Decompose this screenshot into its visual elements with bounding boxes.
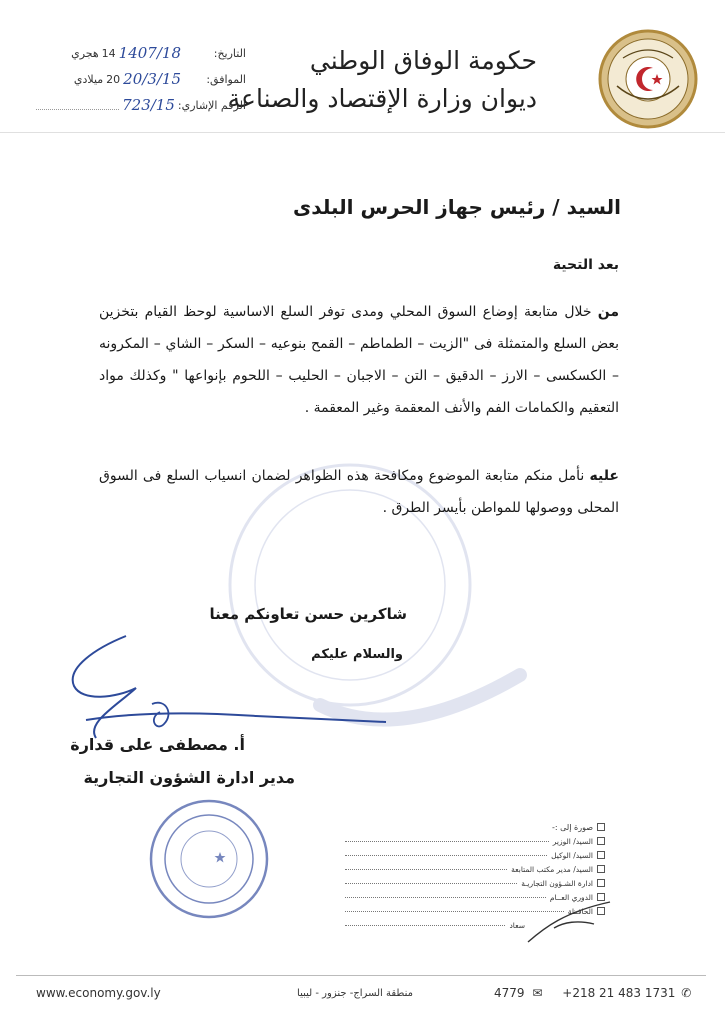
checkbox-icon [597, 865, 605, 873]
greeting: بعد التحية [552, 257, 619, 273]
checkbox-icon [597, 851, 605, 859]
list-item [345, 876, 605, 890]
dotted-line [345, 924, 505, 926]
dotted-line [345, 868, 507, 870]
reference-dotted-line [36, 108, 119, 110]
paragraph-2 [99, 460, 619, 524]
official-stamp [144, 796, 274, 922]
paragraph-1-body: خلال متابعة إوضاع السوق المحلي ومدى توفر السلع الاساسية لوحظ القيام بتخزين بعض السلع والمتمثلة فى "الزيت – الطماطم – القمح بنوعيه – السكر – الشاي – المكرونه – الكسكسى – الارز – الدقيق – التن – الاجبان – الحليب – اللحوم بإنواعها " وكذلك مواد التعقيم والكمامات الفم والأنف المعقمة وغير المعقمة . [99, 304, 619, 416]
addressee: السيد / رئيس جهاز الحرس البلدى [292, 195, 621, 219]
list-item [345, 862, 605, 876]
header-divider [0, 132, 725, 133]
date-hijri-label: التاريخ: [213, 46, 246, 60]
pobox-number: 4779 [494, 986, 525, 1000]
checkbox-icon [597, 837, 605, 845]
paragraph-1-lead: من [597, 304, 619, 320]
closing-salam: والسلام عليكم [311, 647, 403, 662]
copy-recipient: الحافظة [567, 906, 593, 916]
list-item [345, 848, 605, 862]
phone-number: +218 21 483 1731 [562, 986, 676, 1000]
checkbox-icon [597, 823, 605, 831]
dotted-line [345, 854, 547, 856]
copy-initials: سعاد [509, 920, 525, 930]
reference-label: الرقم الإشاري: [177, 98, 246, 112]
date-greg-row [36, 70, 246, 88]
copy-recipient: السيد/ الوزير [552, 836, 593, 846]
date-greg-suffix: ميلادي [73, 72, 104, 86]
reference-row [36, 96, 246, 114]
phone-icon: ✆ [681, 986, 692, 1000]
date-hijri-row [36, 44, 246, 62]
mail-icon: ✉ [532, 986, 543, 1000]
signer-title: مدير ادارة الشؤون التجارية [83, 768, 295, 787]
footer-address: منطقة السراج- جنزور - ليبيا [297, 988, 413, 999]
date-greg-value: 20/3/15 [123, 70, 181, 88]
ministry-name: ديوان وزارة الإقتصاد والصناعة [227, 84, 537, 113]
dotted-line [345, 896, 546, 898]
footer-divider [16, 975, 706, 976]
list-item [345, 834, 605, 848]
handwritten-signature [56, 628, 396, 748]
paragraph-1 [99, 296, 619, 424]
dotted-line [345, 882, 517, 884]
paragraph-2-body: نأمل منكم متابعة الموضوع ومكافحة هذه الظواهر لضمان انسياب السلع فى السوق المحلى ووصولها للمواطن بأيسر الطرق . [99, 468, 619, 516]
date-greg-prefix: 20 [106, 72, 121, 86]
copy-recipient: السيد/ مدير مكتب المتابعة [511, 864, 593, 874]
copies-header-row [345, 820, 605, 834]
paragraph-2-lead: عليه [589, 468, 619, 484]
initials-scribble [524, 898, 614, 948]
signer-name: أ. مصطفى على قدارة [70, 735, 245, 754]
footer-website[interactable]: www.economy.gov.ly [36, 986, 161, 1000]
copy-recipient: السيد/ الوكيل [551, 850, 593, 860]
dotted-line [345, 840, 549, 842]
checkbox-icon [597, 879, 605, 887]
reference-value: 723/15 [122, 96, 175, 114]
date-hijri-value: 1407/18 [118, 44, 181, 62]
government-name: حكومة الوفاق الوطني [309, 46, 537, 75]
copies-header: صورة إلى :- [552, 822, 593, 832]
date-greg-label: الموافق: [206, 72, 246, 86]
copy-recipient: الدوري العــام [549, 892, 593, 902]
closing-thanks: شاكرين حسن تعاونكم معنا [209, 605, 407, 623]
government-emblem-seal [597, 28, 699, 130]
copy-recipient: ادارة الشـؤون التجاريـة [521, 878, 593, 888]
date-hijri-suffix: هجري [71, 46, 99, 60]
footer-contact [494, 986, 691, 1000]
date-hijri-prefix: 14 [101, 46, 116, 60]
